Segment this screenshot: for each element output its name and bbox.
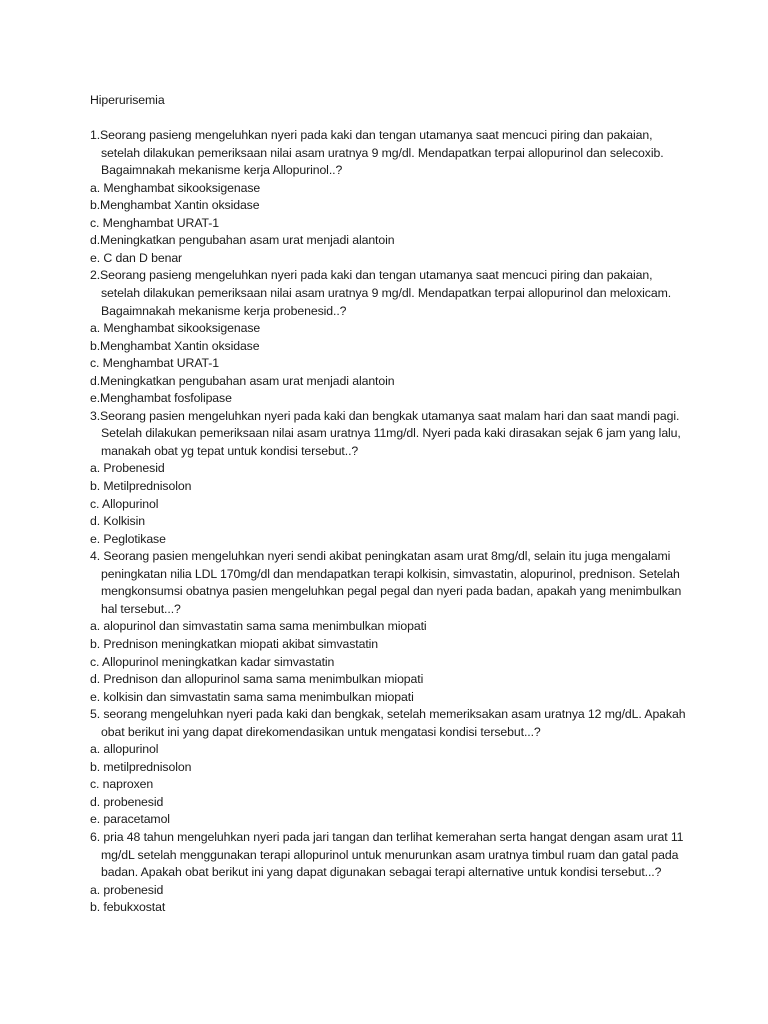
- answer-option: e.Menghambat fosfolipase: [90, 391, 232, 406]
- document-title: Hiperurisemia: [90, 93, 165, 107]
- answer-option: d. Prednison dan allopurinol sama sama menimbulkan miopati: [90, 672, 424, 687]
- question-text: 3.Seorang pasien mengeluhkan nyeri pada kaki dan bengkak utamanya saat malam hari dan saat mandi pagi. Setelah dilakukan pemeriksaan nilai asam uratnya 11mg/dl. Nyeri pada kaki dirasakan sejak 6 jam yang lalu, manakah obat yg tepat untuk kondisi tersebut..?: [90, 408, 681, 458]
- question-text: 4. Seorang pasien mengeluhkan nyeri sendi akibat peningkatan asam urat 8mg/dl, selain itu juga mengalami peningkatan nilia LDL 170mg/dl dan mendapatkan terapi kolkisin, simvastatin, alopurinol, prednison. Setelah mengkonsumsi obatnya pasien mengeluhkan pegal pegal dan nyeri pada badan, apakah yang menimbulkan hal tersebut...?: [90, 549, 682, 616]
- answer-option: b.Menghambat Xantin oksidase: [90, 198, 260, 213]
- answer-option: c. Menghambat URAT-1: [90, 215, 219, 230]
- answer-option: e. C dan D benar: [90, 250, 183, 265]
- answer-option: d.Meningkatkan pengubahan asam urat menjadi alantoin: [90, 373, 395, 388]
- answer-option: a. probenesid: [90, 882, 164, 897]
- answer-option: a. Probenesid: [90, 461, 165, 476]
- question-6: [90, 829, 690, 917]
- answer-option: c. naproxen: [90, 777, 154, 792]
- question-text: 2.Seorang pasieng mengeluhkan nyeri pada kaki dan tengan utamanya saat mencuci piring dan pakaian, setelah dilakukan pemeriksaan nilai asam uratnya 9 mg/dl. Mendapatkan terpai allopurinol dan meloxicam. Bagaimnakah mekanisme kerja probenesid..?: [90, 268, 672, 318]
- answer-option: b. febukxostat: [90, 900, 166, 915]
- document-content: [90, 92, 690, 917]
- answer-option: a. alopurinol dan simvastatin sama sama menimbulkan miopati: [90, 619, 427, 634]
- answer-option: a. Menghambat sikooksigenase: [90, 180, 261, 195]
- answer-option: d. probenesid: [90, 794, 164, 809]
- question-text: 5. seorang mengeluhkan nyeri pada kaki dan bengkak, setelah memeriksakan asam uratnya 12 mg/dL. Apakah obat berikut ini yang dapat direkomendasikan untuk mengatasi kondisi tersebut...?: [90, 707, 686, 739]
- answer-option: e. kolkisin dan simvastatin sama sama menimbulkan miopati: [90, 689, 414, 704]
- answer-option: b. Prednison meningkatkan miopati akibat simvastatin: [90, 636, 379, 651]
- answer-option: b.Menghambat Xantin oksidase: [90, 338, 260, 353]
- answer-option: d.Meningkatkan pengubahan asam urat menjadi alantoin: [90, 233, 395, 248]
- question-5: [90, 706, 690, 829]
- answer-option: e. paracetamol: [90, 812, 170, 827]
- answer-option: c. Allopurinol: [90, 496, 159, 511]
- answer-option: a. Menghambat sikooksigenase: [90, 321, 261, 336]
- question-text: 6. pria 48 tahun mengeluhkan nyeri pada jari tangan dan terlihat kemerahan serta hangat dengan asam urat 11 mg/dL setelah menggunakan terapi allopurinol untuk menurunkan asam uratnya timbul ruam dan gatal pada badan. Apakah obat berikut ini yang dapat digunakan sebagai terapi alternative untuk kondisi tersebut...?: [90, 829, 684, 880]
- question-4: [90, 548, 690, 706]
- question-1: [90, 127, 690, 267]
- answer-option: b. metilprednisolon: [90, 759, 192, 774]
- question-3: [90, 408, 690, 548]
- answer-option: d. Kolkisin: [90, 514, 145, 529]
- answer-option: e. Peglotikase: [90, 531, 166, 546]
- answer-option: c. Menghambat URAT-1: [90, 356, 219, 371]
- question-text: 1.Seorang pasieng mengeluhkan nyeri pada kaki dan tengan utamanya saat mencuci piring dan pakaian, setelah dilakukan pemeriksaan nilai asam uratnya 9 mg/dl. Mendapatkan terpai allopurinol dan selecoxib. Bagaimnakah mekanisme kerja Allopurinol..?: [90, 128, 664, 178]
- answer-option: b. Metilprednisolon: [90, 479, 192, 494]
- answer-option: c. Allopurinol meningkatkan kadar simvastatin: [90, 654, 335, 669]
- question-2: [90, 267, 690, 407]
- answer-option: a. allopurinol: [90, 742, 159, 757]
